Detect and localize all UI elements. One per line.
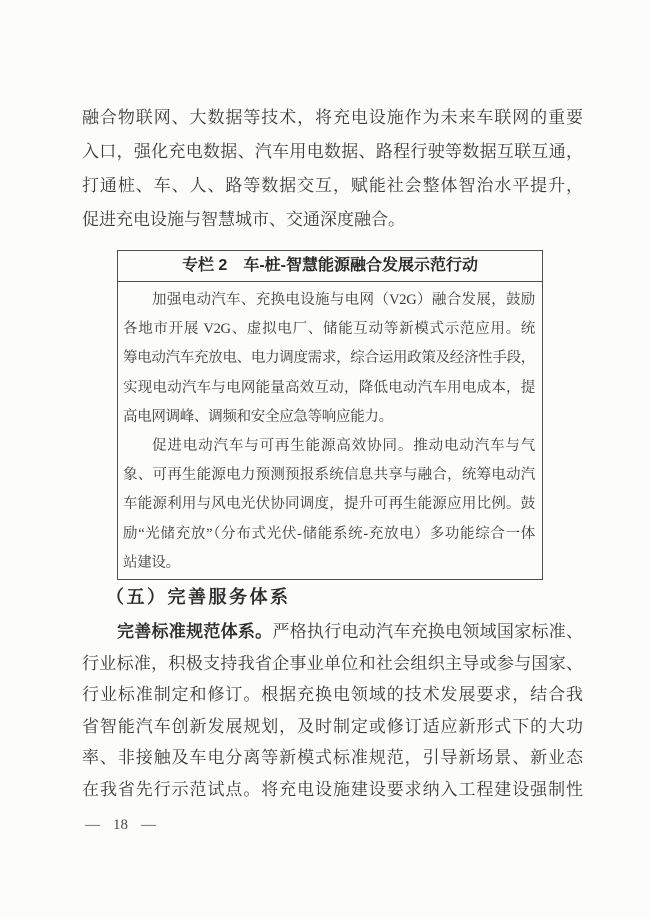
text-line (82, 616, 583, 648)
page-number (85, 817, 156, 834)
text-line: 励“光储充放”（分布式光伏-储能系统-充放电）多功能综合一体 (123, 525, 535, 542)
text-line: 入口，强化充电数据、汽车用电数据、路程行驶等数据互联互通， (82, 142, 583, 161)
section-heading: （五）完善服务体系 (106, 587, 291, 607)
service-paragraph (82, 616, 583, 806)
text-line: 省智能汽车创新发展规划，及时制定或修订适应新形式下的大功 (82, 716, 583, 736)
feature-box-body (118, 282, 542, 578)
feature-box (117, 250, 543, 580)
text-line: 促进电动汽车与可再生能源高效协同。推动电动汽车与气 (152, 438, 535, 455)
text-line: 率、非接触及车电分离等新模式标准规范，引导新场景、新业态 (82, 748, 583, 768)
footer-page-number: 18 (113, 817, 128, 833)
text-line: 加强电动汽车、充换电设施与电网（V2G）融合发展，鼓励 (152, 292, 535, 308)
intro-paragraph (82, 101, 583, 237)
text-line: 行业标准制定和修订。根据充换电领域的技术发展要求，结合我 (82, 685, 583, 705)
text-line: 在我省先行示范试点。将充电设施建设要求纳入工程建设强制性 (82, 779, 583, 799)
text-line: 筹电动汽车充放电、电力调度需求，综合运用政策及经济性手段， (123, 350, 535, 367)
footer-dash-left: — (85, 817, 100, 833)
text-line: 打通桩、车、人、路等数据交互，赋能社会整体智治水平提升， (82, 176, 583, 195)
text-line: 行业标准，积极支持我省企事业单位和社会组织主导或参与国家、 (82, 653, 583, 673)
text-line: 象、可再生能源电力预测预报系统信息共享与融合，统筹电动汽 (123, 467, 535, 484)
text-line: 高电网调峰、调频和安全应急等响应能力。 (123, 408, 393, 425)
footer-dash-right: — (141, 817, 156, 833)
text-line: 促进充电设施与智慧城市、交通深度融合。 (82, 210, 405, 229)
text-line: 各地市开展 V2G、虚拟电厂、储能互动等新模式示范应用。统 (123, 321, 535, 338)
feature-box-title: 专栏 2 车-桩-智慧能源融合发展示范行动 (118, 251, 542, 282)
text-line: 车能源利用与风电光伏协同调度，提升可再生能源应用比例。鼓 (123, 496, 535, 513)
text-line: 融合物联网、大数据等技术，将充电设施作为未来车联网的重要 (82, 108, 583, 127)
text-line: 站建设。 (123, 554, 180, 571)
text-run: 严格执行电动汽车充换电领域国家标准、 (272, 622, 584, 641)
bold-lead-phrase: 完善标准规范体系。 (117, 622, 273, 641)
text-line: 实现电动汽车与电网能量高效互动，降低电动汽车用电成本，提 (123, 379, 535, 396)
